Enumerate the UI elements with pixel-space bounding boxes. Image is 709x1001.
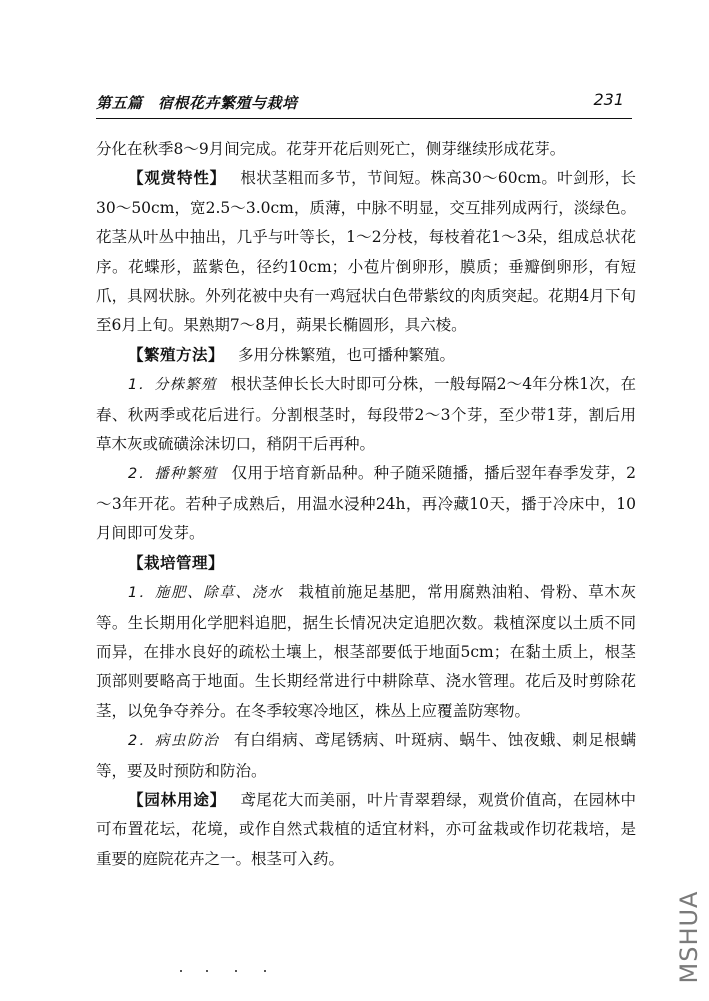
- fertilize-text: 栽植前施足基肥，常用腐熟油粕、骨粉、草木灰等。生长期用化学肥料追肥，据生长情况决定追肥次数。栽植深度以土质不同而异，在排水良好的疏松土壤上，根茎部要低于地面5cm；在黏土质上，根茎顶部则要略高于地面。生长期经常进行中耕除草、浇水管理。花后及时剪除花茎，以免争夺养分。在冬季较寒冷地区，株丛上应覆盖防寒物。: [96, 583, 636, 720]
- scan-artifact-dots: [180, 970, 380, 974]
- pests-label: 2．病虫防治: [128, 733, 220, 750]
- division-label: 1．分株繁殖: [128, 377, 217, 394]
- propagation-section: [96, 341, 636, 370]
- cultivation-section: [96, 549, 636, 578]
- sowing-text: 仅用于培育新品种。种子随采随播，播后翌年春季发芽，2～3年开花。若种子成熟后，用温水浸种24h，再冷藏10天，播于冷床中，10月间即可发芽。: [96, 464, 636, 543]
- ornamental-text: 根状茎粗而多节，节间短。株高30～60cm。叶剑形，长30～50cm，宽2.5～3.0cm，质薄，中脉不明显，交互排列成两行，淡绿色。花茎从叶丛中抽出，几乎与叶等长，1～2分枝，每枝着花1～3朵，组成总状花序。花蝶形，蓝紫色，径约10cm；小苞片倒卵形，膜质；垂瓣倒卵形，有短爪，具网状脉。外列花被中央有一鸡冠状白色带紫纹的肉质突起。花期4月下旬至6月上旬。果熟期7～8月，蒴果长椭圆形，具六棱。: [96, 169, 636, 335]
- cultivation-heading: 【栽培管理】: [128, 553, 225, 572]
- sowing-paragraph: [96, 459, 636, 548]
- landscape-text: 鸢尾花大而美丽，叶片青翠碧绿，观赏价值高，在园林中可布置花坛，花境，或作自然式栽植的适宜材料，亦可盆栽或作切花栽培，是重要的庭院花卉之一。根茎可入药。: [96, 790, 636, 868]
- division-text: 根状茎伸长长大时即可分株，一般每隔2～4年分株1次，在春、秋两季或花后进行。分割根茎时，每段带2～3个芽，至少带1芽，割后用草木灰或硫磺涂沫切口，稍阴干后再种。: [96, 375, 636, 454]
- running-header: [96, 92, 632, 114]
- propagation-heading: 【繁殖方法】: [128, 345, 225, 364]
- watermark: [672, 880, 706, 994]
- division-paragraph: [96, 370, 636, 459]
- ornamental-heading: 【观赏特性】: [128, 169, 226, 188]
- ornamental-section: [96, 164, 636, 340]
- landscape-heading: 【园林用途】: [128, 790, 227, 809]
- fertilize-paragraph: [96, 578, 636, 726]
- pests-text: 有白绢病、鸢尾锈病、叶斑病、蜗牛、蚀夜蛾、刺足根螨等，要及时预防和防治。: [96, 731, 636, 780]
- header-rule: [96, 118, 632, 119]
- page-number: 231: [593, 90, 624, 109]
- intro-text: 分化在秋季8～9月间完成。花芽开花后则死亡，侧芽继续形成花芽。: [96, 140, 566, 158]
- body-text: [96, 135, 636, 874]
- fertilize-label: 1．施肥、除草、浇水: [128, 585, 284, 602]
- watermark-text: MSHUA: [675, 890, 703, 984]
- propagation-text: 多用分株繁殖，也可播种繁殖。: [238, 345, 456, 364]
- intro-paragraph: [96, 135, 636, 164]
- landscape-section: [96, 786, 636, 874]
- sowing-label: 2．播种繁殖: [128, 466, 218, 483]
- pests-paragraph: [96, 726, 636, 786]
- running-title: 第五篇 宿根花卉繁殖与栽培: [96, 94, 298, 112]
